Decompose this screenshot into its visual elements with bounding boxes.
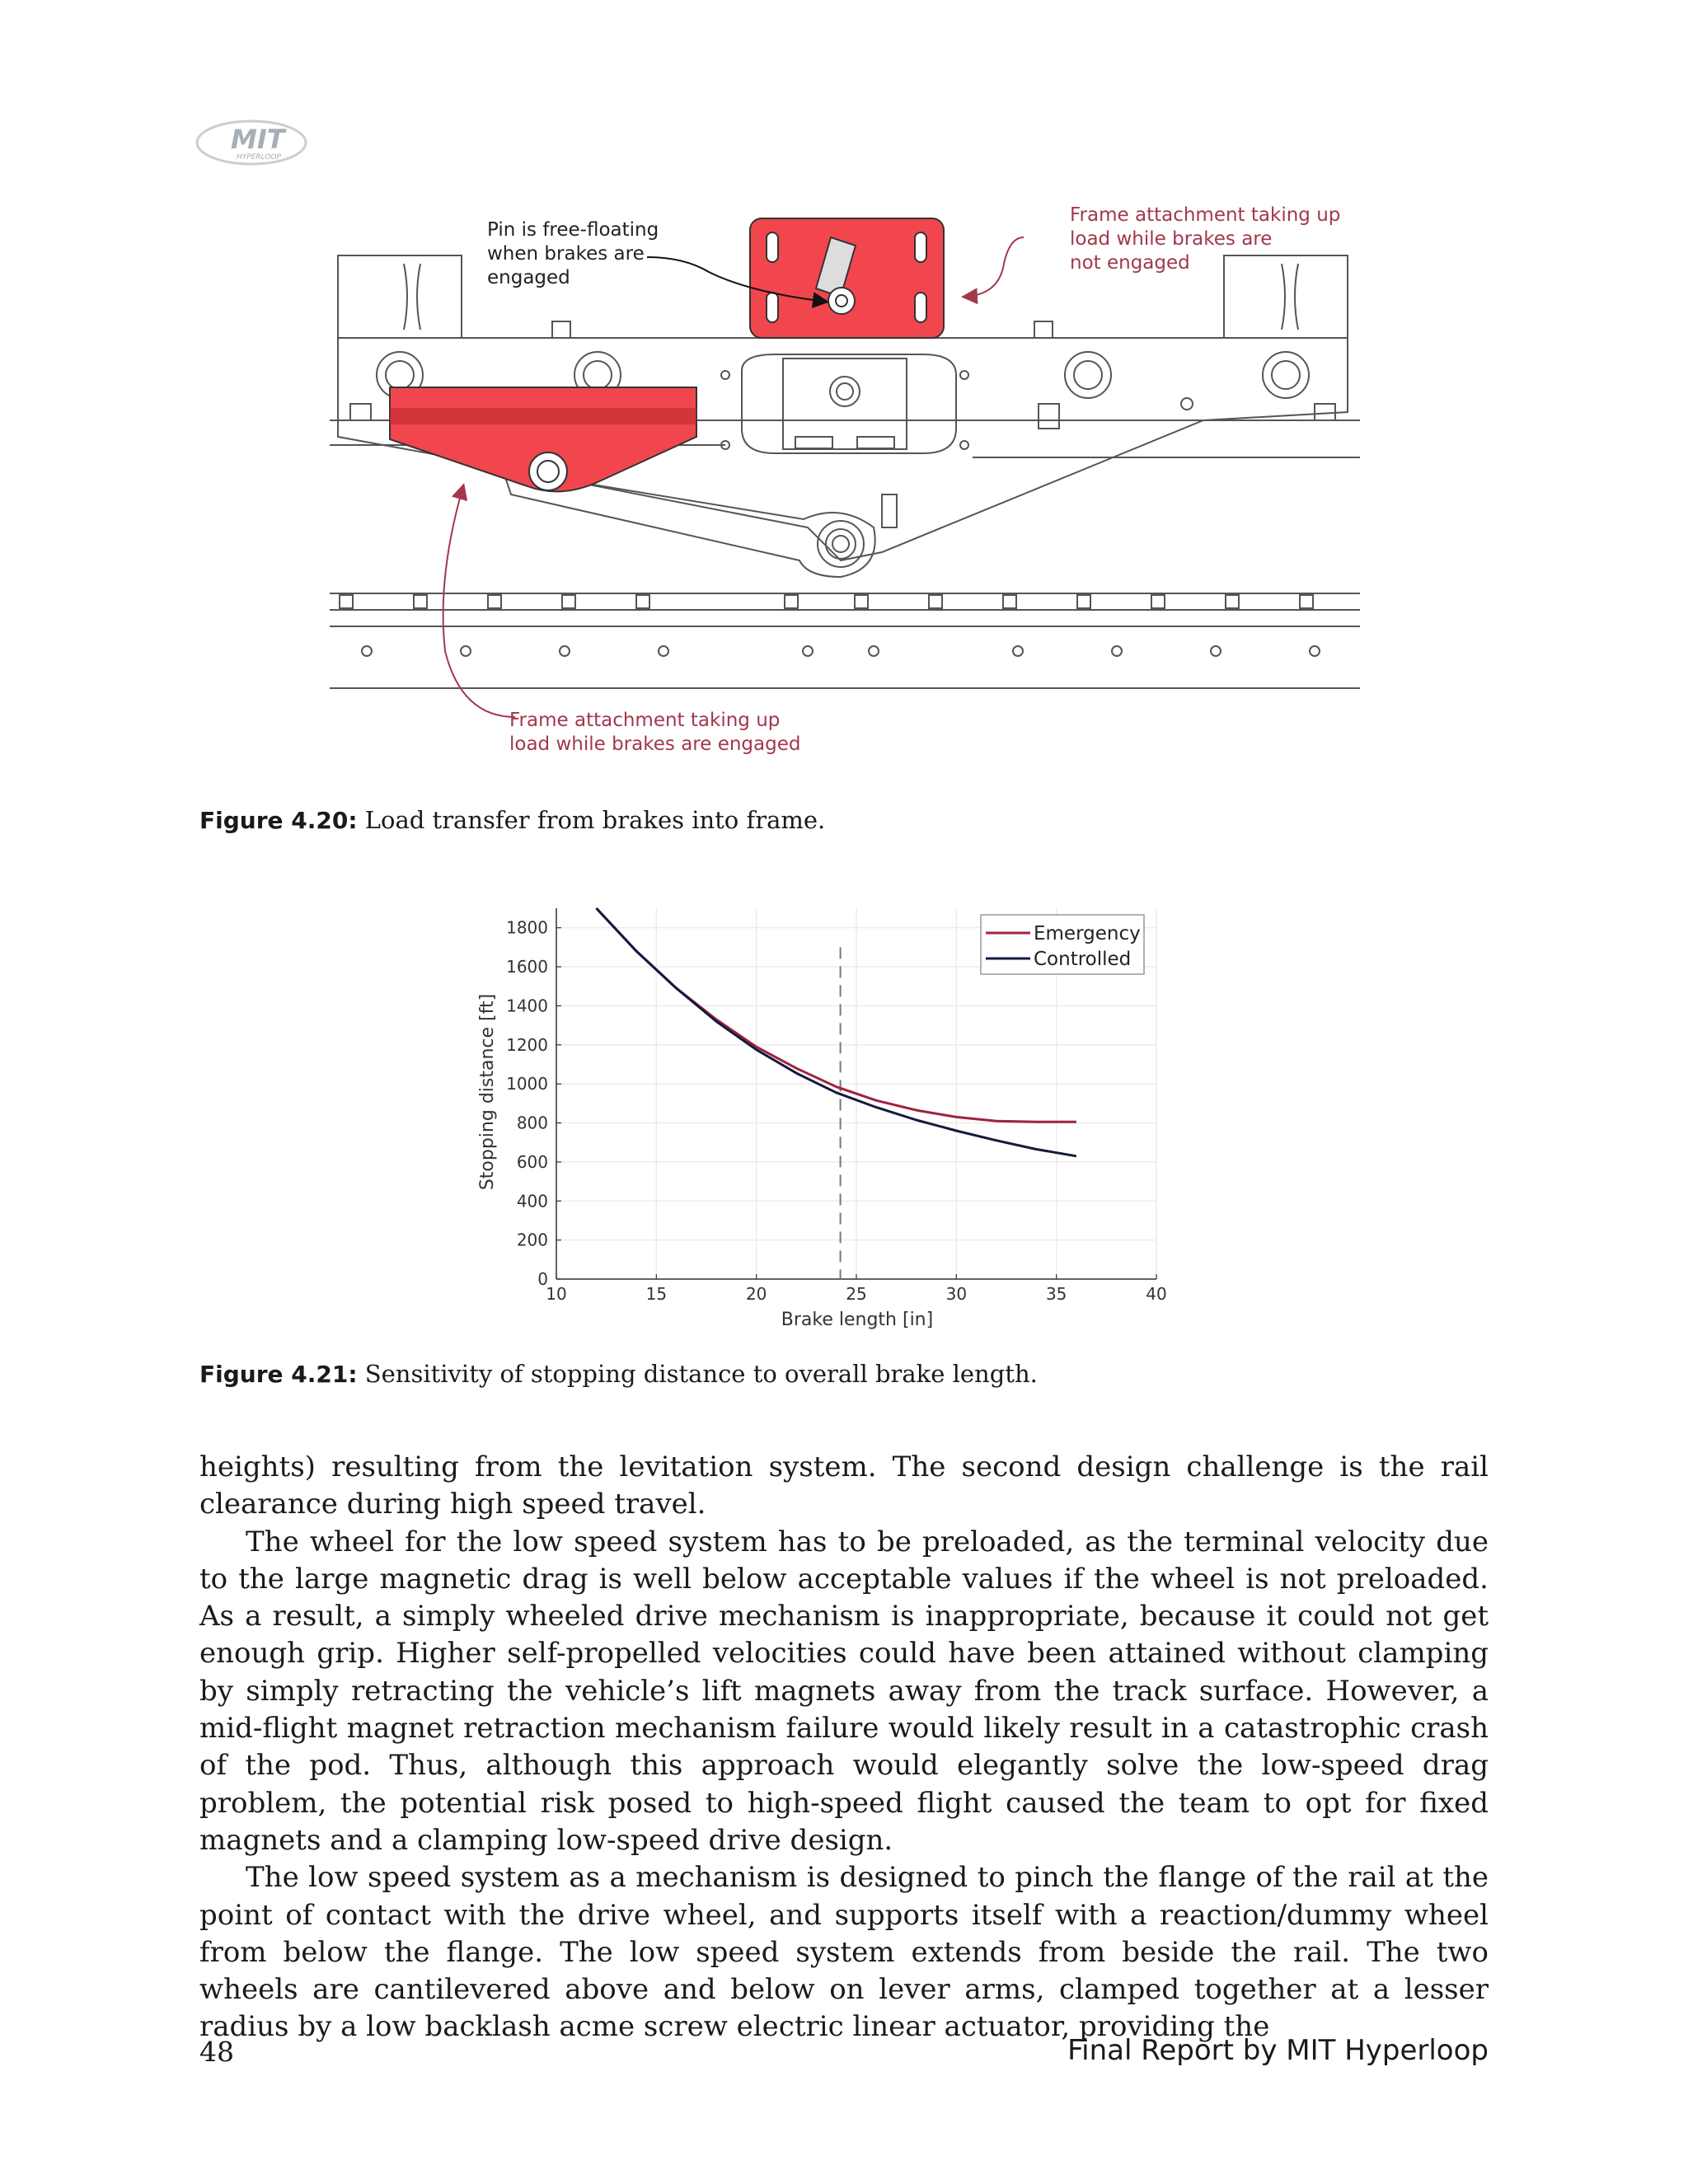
annotation-frame-top	[1070, 204, 1340, 275]
logo-text: MIT	[231, 124, 285, 155]
footer-title: Final Report by MIT Hyperloop	[1067, 2034, 1489, 2067]
x-tick-label: 40	[1146, 1284, 1167, 1304]
y-axis-label: Stopping distance [ft]	[477, 993, 498, 1191]
y-tick-label: 1600	[506, 957, 548, 977]
y-tick-label: 1400	[506, 996, 548, 1016]
annotation-line: Frame attachment taking up	[509, 710, 781, 731]
logo-subtext: HYPERLOOP	[237, 153, 281, 162]
caption-label: Figure 4.21:	[199, 1361, 358, 1388]
figure-4-21-caption	[199, 1360, 1038, 1388]
caption-text: Load transfer from brakes into frame.	[357, 806, 826, 834]
mit-hyperloop-logo	[194, 114, 309, 171]
brake-assembly-drawing	[313, 198, 1401, 766]
legend-label: Emergency	[1034, 923, 1141, 944]
y-tick-label: 800	[516, 1113, 548, 1133]
legend-label: Controlled	[1034, 949, 1132, 970]
y-tick-label: 0	[537, 1269, 548, 1289]
y-tick-label: 200	[516, 1230, 548, 1250]
annotation-line: Pin is free-floating	[487, 219, 659, 241]
body-text	[199, 1449, 1489, 2046]
x-tick-label: 30	[945, 1284, 968, 1304]
annotation-line: engaged	[487, 267, 570, 288]
x-axis-label: Brake length [in]	[781, 1310, 934, 1330]
y-tick-label: 600	[516, 1151, 548, 1172]
caption-label: Figure 4.20:	[199, 807, 358, 834]
paragraph: The wheel for the low speed system has to be preloaded, as the terminal velocity due to the large magnetic drag is well below acceptable values if the wheel is not preloaded. As a result, a simply wheeled drive mechanism is inappropriate, because it could not get enough grip. Higher self-propelled velocities could have been attained without clamping by simply retracting the vehicle’s lift magnets away from the track surface. However, a mid-flight magnet retraction mechanism failure would likely result in a catastrophic crash of the pod. Thus, although this approach would elegantly solve the low-speed drag problem, the potential risk posed to high-speed flight caused the team to opt for fixed magnets and a clamping low-speed drive design.	[199, 1525, 1489, 1857]
y-tick-label: 1200	[506, 1034, 548, 1055]
x-tick-label: 10	[546, 1284, 567, 1304]
caption-text: Sensitivity of stopping distance to overall brake length.	[357, 1360, 1038, 1388]
y-tick-label: 1800	[506, 917, 548, 938]
page-number: 48	[199, 2036, 234, 2068]
paragraph: heights) resulting from the levitation system. The second design challenge is the rail clearance during high speed travel.	[199, 1451, 1489, 1521]
y-tick-label: 1000	[506, 1074, 548, 1094]
x-tick-label: 15	[645, 1284, 668, 1304]
paragraph: The low speed system as a mechanism is designed to pinch the flange of the rail at the point of contact with the drive wheel, and supports itself with a reaction/dummy wheel from below the flange. The low speed system extends from beside the rail. The two wheels are cantilevered above and below on lever arms, clamped together at a lesser radius by a low backlash acme screw electric linear actuator, providing the	[199, 1861, 1489, 2044]
annotation-pin	[487, 218, 659, 290]
annotation-line: when brakes are	[487, 243, 645, 265]
x-tick-label: 25	[846, 1284, 867, 1304]
stopping-distance-chart	[462, 890, 1187, 1335]
figure-4-20-caption	[199, 806, 825, 834]
y-tick-label: 400	[516, 1191, 548, 1212]
annotation-line: not engaged	[1070, 252, 1190, 274]
annotation-line: load while brakes are engaged	[509, 733, 801, 755]
annotation-line: Frame attachment taking up	[1070, 204, 1341, 226]
x-tick-label: 35	[1045, 1284, 1067, 1304]
annotation-line: load while brakes are	[1070, 228, 1273, 250]
annotation-frame-bottom	[509, 709, 800, 757]
x-tick-label: 20	[745, 1284, 767, 1304]
